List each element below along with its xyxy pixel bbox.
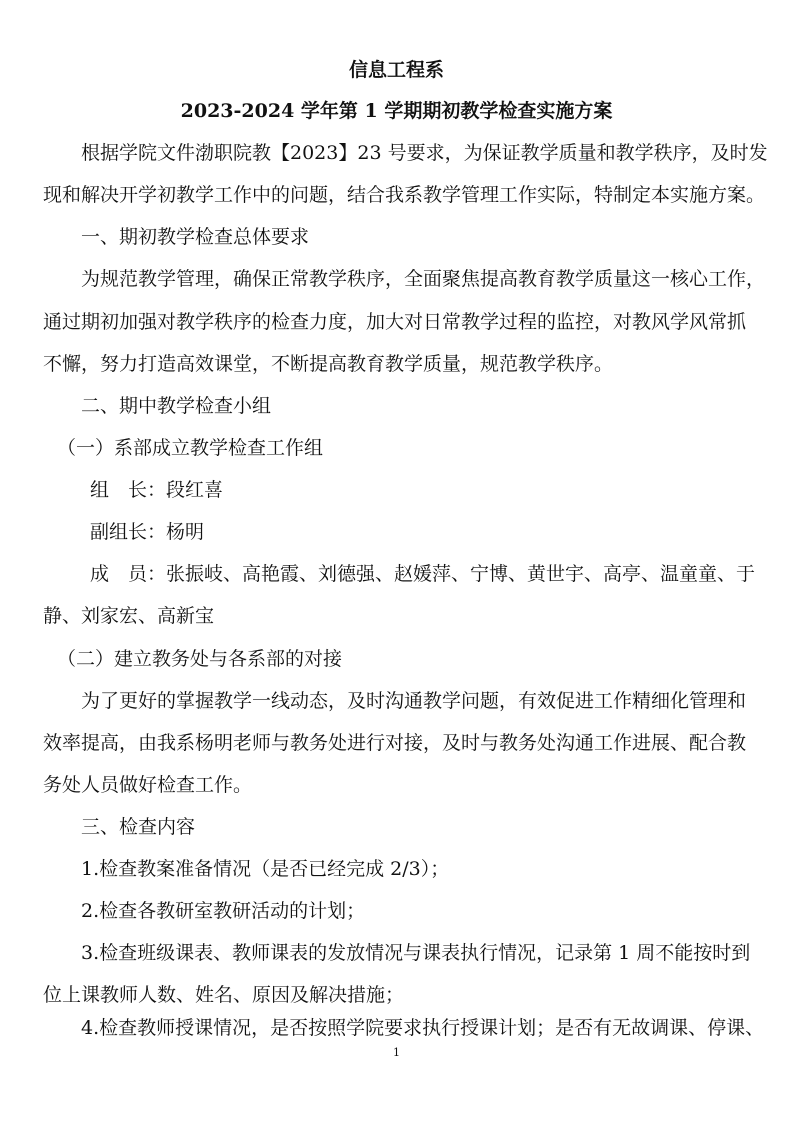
section-heading-3: 三、检查内容	[81, 816, 196, 838]
list-item-1: 1.检查教案准备情况（是否已经完成 2/3）；	[81, 858, 450, 880]
paragraph-line: 效率提高，由我系杨明老师与教务处进行对接，及时与教务处沟通工作进展、配合教	[43, 732, 747, 754]
page-number: 1	[393, 1046, 400, 1059]
paragraph-line: 根据学院文件渤职院教【2023】23 号要求，为保证教学质量和教学秩序，及时发	[81, 142, 768, 164]
subsection-heading-1: （一）系部成立教学检查工作组	[57, 437, 324, 459]
team-leader: 组 长：段红喜	[90, 479, 224, 501]
team-deputy-leader: 副组长：杨明	[90, 521, 205, 543]
paragraph-line: 为规范教学管理，确保正常教学秩序，全面聚焦提高教育教学质量这一核心工作，	[81, 268, 766, 290]
list-item-3-cont: 位上课教师人数、姓名、原因及解决措施；	[43, 984, 405, 1006]
subsection-heading-2: （二）建立教务处与各系部的对接	[57, 648, 343, 670]
paragraph-line: 不懈，努力打造高效课堂，不断提高教育教学质量，规范教学秩序。	[43, 353, 614, 375]
paragraph-line: 务处人员做好检查工作。	[43, 774, 253, 796]
paragraph-line: 现和解决开学初教学工作中的问题，结合我系教学管理工作实际，特制定本实施方案。	[43, 184, 766, 206]
dept-title: 信息工程系	[348, 59, 444, 81]
list-item-2: 2.检查各教研室教研活动的计划；	[81, 900, 366, 922]
team-members-cont: 静、刘家宏、高新宝	[43, 605, 215, 627]
list-item-4: 4.检查教师授课情况，是否按照学院要求执行授课计划；是否有无故调课、停课、	[81, 1017, 765, 1039]
section-heading-1: 一、期初教学检查总体要求	[81, 226, 310, 248]
document-title: 2023-2024 学年第 1 学期期初教学检查实施方案	[180, 100, 613, 122]
paragraph-line: 为了更好的掌握教学一线动态，及时沟通教学问题，有效促进工作精细化管理和	[81, 690, 747, 712]
paragraph-line: 通过期初加强对教学秩序的检查力度，加大对日常教学过程的监控，对教风学风常抓	[43, 311, 747, 333]
list-item-3: 3.检查班级课表、教师课表的发放情况与课表执行情况，记录第 1 周不能按时到	[81, 942, 751, 964]
section-heading-2: 二、期中教学检查小组	[81, 395, 272, 417]
team-members: 成 员：张振岐、高艳霞、刘德强、赵媛萍、宁博、黄世宇、高亭、温童童、于	[90, 563, 756, 585]
